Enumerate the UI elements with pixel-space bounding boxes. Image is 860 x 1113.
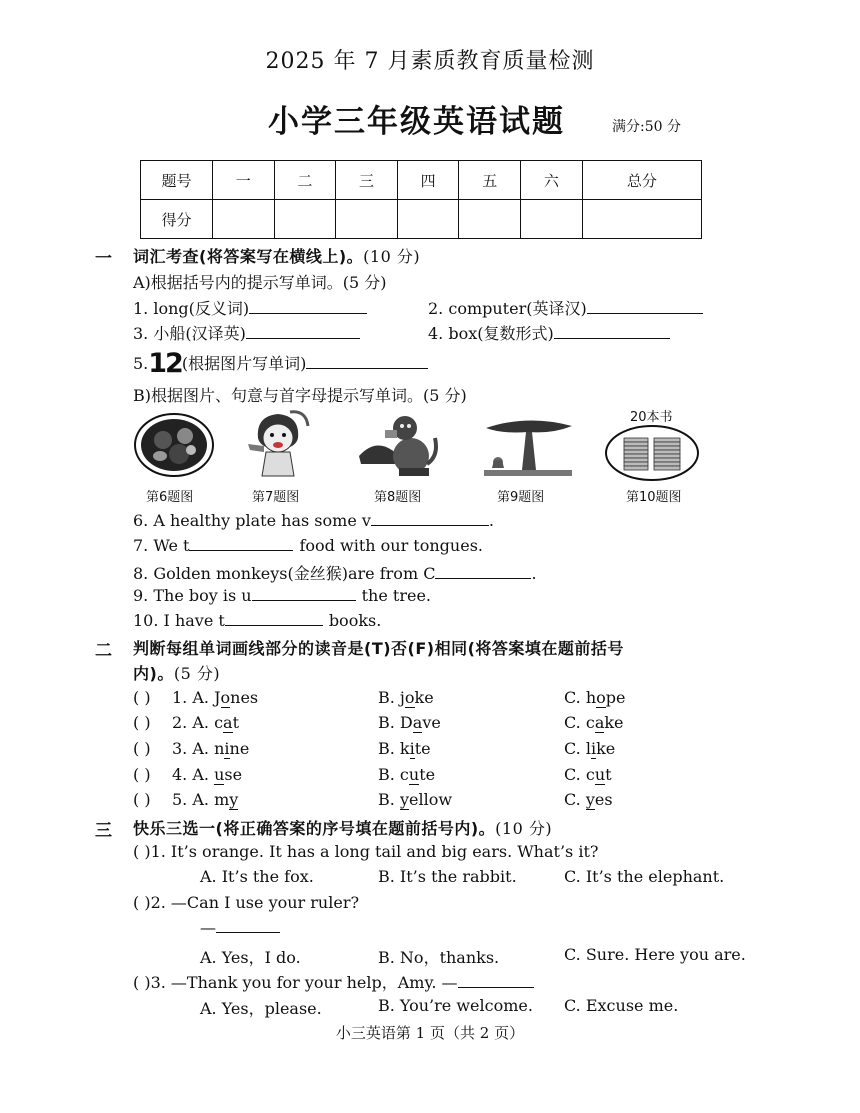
score-cell[interactable] [397,200,459,239]
question-6: 6. A healthy plate has some v . [133,511,495,530]
underlined-letters: o [220,688,231,707]
score-cell[interactable] [521,200,583,239]
answer-blank[interactable] [371,512,489,526]
table-cell: 五 [459,161,521,200]
answer-blank[interactable] [249,300,367,314]
mc-option-b[interactable]: B. It’s the rabbit. [378,867,517,886]
question-1: 1. long(反义词) [133,296,367,319]
picture-caption: 第8题图 [374,490,422,505]
option-a: 2. A. cat [172,713,240,732]
books-icon [604,424,700,482]
answer-bracket [133,739,151,758]
score-cell[interactable] [274,200,336,239]
answer-bracket [133,790,151,809]
answer-blank[interactable] [216,919,280,933]
tree-icon [482,414,574,478]
table-cell: 得分 [141,200,213,239]
mc-question-1: ( )1. It’s orange. It has a long tail and big ears. What’s it? [133,842,599,861]
picture-caption: 第7题图 [252,490,300,505]
answer-bracket [133,765,151,784]
section-number: 三 [95,821,112,841]
section-title: 快乐三选一(将正确答案的序号填在题前括号内)。(10 分) [133,819,553,838]
full-score: 满分:50 分 [612,119,681,135]
table-cell: 二 [274,161,336,200]
answer-blank[interactable] [554,325,670,339]
underlined-letters: u [594,765,606,784]
score-cell[interactable] [213,200,275,239]
section-title-line2: 内)。(5 分) [133,664,221,683]
underlined-letters: i [224,739,230,758]
part-a-title: A)根据括号内的提示写单词。(5 分) [133,273,387,292]
underlined-letters: u [408,765,420,784]
option-b: B. yellow [378,790,453,809]
monkey-icon [355,408,441,480]
answer-blank[interactable] [435,565,531,579]
answer-blank[interactable] [306,355,428,369]
picture-caption: 第6题图 [146,490,194,505]
underlined-letters: a [594,713,605,732]
option-a: 5. A. my [172,790,239,809]
score-table-score-row [141,200,702,239]
option-c: C. cut [564,765,612,784]
underlined-letters: i [409,739,415,758]
answer-blank[interactable] [458,974,534,988]
section-title: 词汇考查(将答案写在横线上)。(10 分) [133,247,421,266]
books-label: 20本书 [630,410,673,425]
underlined-letters: u [214,765,225,784]
mc-option-a[interactable]: A. Yes，I do. [200,948,301,967]
mc-question-3: ( )3. —Thank you for your help，Amy. — [133,970,534,993]
mc-option-c[interactable]: C. Excuse me. [564,996,679,1015]
section-number: 二 [95,641,112,661]
answer-blank[interactable] [189,537,293,551]
page-footer: 小三英语第 1 页（共 2 页） [335,1024,525,1042]
option-c: C. like [564,739,616,758]
answer-blank[interactable] [587,300,703,314]
option-b: B. Dave [378,713,441,732]
underlined-letters: y [399,790,409,809]
picture-caption: 第9题图 [497,490,545,505]
option-b: B. cute [378,765,436,784]
mc-question-2: ( )2. —Can I use your ruler? [133,893,360,912]
option-b: B. kite [378,739,431,758]
score-cell[interactable] [582,200,701,239]
girl-tasting-icon [246,408,310,480]
answer-bracket [133,713,151,732]
score-table [140,160,702,239]
option-a: 4. A. use [172,765,243,784]
table-cell: 总分 [582,161,701,200]
question-7: 7. We t food with our tongues. [133,536,483,555]
mc-option-b[interactable]: B. No，thanks. [378,948,500,967]
underlined-letters: o [404,688,415,707]
option-b: B. joke [378,688,434,707]
answer-bracket-text[interactable]: ( ) [133,688,151,707]
score-cell[interactable] [336,200,398,239]
table-cell: 题号 [141,161,213,200]
exam-title: 2025 年 7 月素质教育质量检测 [265,49,595,74]
underlined-letters: a [223,713,233,732]
question-8: 8. Golden monkeys(金丝猴)are from C . [133,564,537,583]
answer-blank[interactable] [225,612,323,626]
food-plate-icon [133,412,215,478]
option-c: C. hope [564,688,626,707]
question-10: 10. I have t books. [133,611,382,630]
option-c: C. yes [564,790,613,809]
section-number: 一 [95,249,112,269]
table-cell: 一 [213,161,275,200]
mc-option-c[interactable]: C. It’s the elephant. [564,867,725,886]
score-table-header-row [141,161,702,200]
question-4: 4. box(复数形式) [428,321,670,344]
answer-bracket-text[interactable]: ( ) [133,790,151,809]
answer-bracket-text[interactable]: ( ) [133,739,151,758]
mc-option-c[interactable]: C. Sure. Here you are. [564,945,746,964]
answer-blank[interactable] [252,587,356,601]
question-5: 5.12(根据图片写单词) [133,348,428,379]
answer-bracket-text[interactable]: ( ) [133,713,151,732]
part-b-title: B)根据图片、句意与首字母提示写单词。(5 分) [133,386,467,405]
answer-blank[interactable] [246,325,360,339]
option-a: 3. A. nine [172,739,250,758]
option-a: 1. A. Jones [172,688,259,707]
reply-line: — [200,918,280,937]
score-cell[interactable] [459,200,521,239]
underlined-letters: y [585,790,595,809]
underlined-letters: i [590,739,597,758]
number-12-picture: 12 [148,348,182,379]
table-cell: 六 [521,161,583,200]
table-cell: 三 [336,161,398,200]
underlined-letters: o [596,688,606,707]
underlined-letters: a [412,713,423,732]
option-c: C. cake [564,713,624,732]
table-cell: 四 [397,161,459,200]
picture-caption: 第10题图 [626,490,682,505]
mc-option-b[interactable]: B. You’re welcome. [378,996,533,1015]
question-3: 3. 小船(汉译英) [133,321,360,344]
mc-option-a[interactable]: A. It’s the fox. [200,867,314,886]
section-title: 判断每组单词画线部分的读音是(T)否(F)相同(将答案填在题前括号 [133,639,624,658]
question-9: 9. The boy is u the tree. [133,586,431,605]
answer-bracket [133,688,151,707]
subject-title: 小学三年级英语试题 [268,104,565,140]
question-2: 2. computer(英译汉) [428,296,703,319]
mc-option-a[interactable]: A. Yes，please. [200,999,322,1018]
underlined-letters: y [229,790,239,809]
answer-bracket-text[interactable]: ( ) [133,765,151,784]
